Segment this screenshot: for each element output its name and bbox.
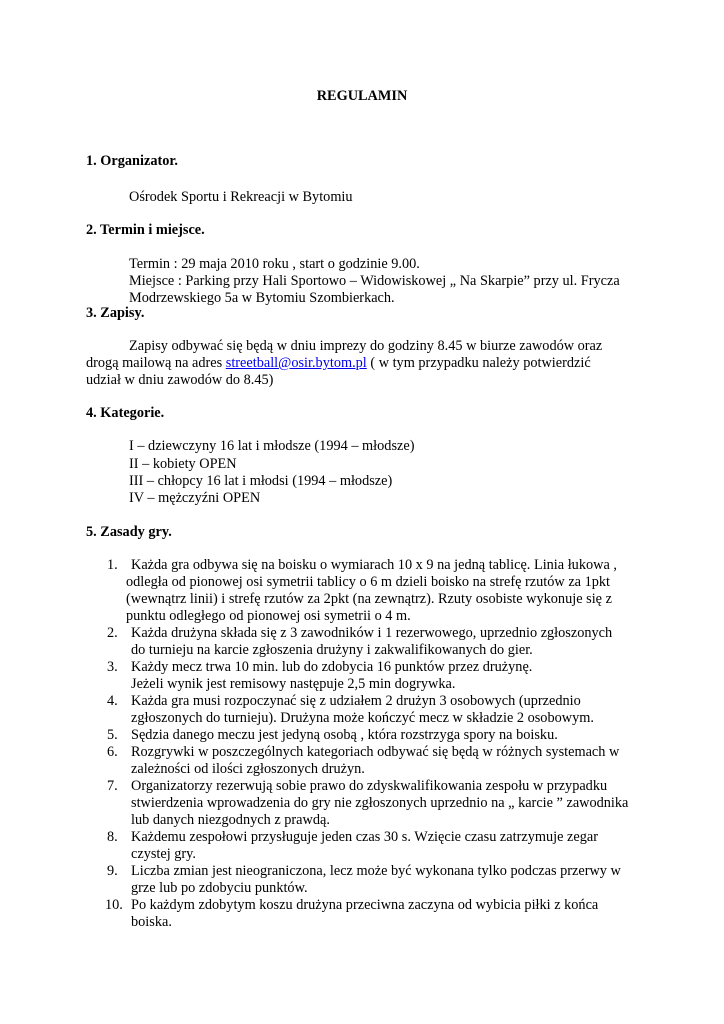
rule-number: 3. — [107, 659, 118, 675]
rule-6-line: zależności od ilości zgłoszonych drużyn. — [131, 761, 365, 777]
rule-7-line: stwierdzenia wprowadzenia do gry nie zgłoszonych uprzednio na „ karcie ” zawodnika — [131, 795, 629, 811]
registration-line-1: Zapisy odbywać się będą w dniu imprezy do godziny 8.45 w biurze zawodów oraz — [129, 338, 603, 354]
date-line: Termin : 29 maja 2010 roku , start o godzinie 9.00. — [129, 256, 420, 272]
section-heading-registration: 3. Zapisy. — [86, 305, 145, 321]
rule-9-line: grze lub po zdobyciu punktów. — [131, 880, 308, 896]
rule-number: 9. — [107, 863, 118, 879]
email-link[interactable]: streetball@osir.bytom.pl — [225, 355, 367, 371]
section-heading-organizer: 1. Organizator. — [86, 153, 178, 169]
section-heading-date-place: 2. Termin i miejsce. — [86, 222, 205, 238]
rule-number: 7. — [107, 778, 118, 794]
rule-number: 8. — [107, 829, 118, 845]
rule-number: 6. — [107, 744, 118, 760]
rule-number: 1. — [107, 557, 118, 573]
rule-4-line: Każda gra musi rozpoczynać się z udziałem 2 drużyn 3 osobowych (uprzednio — [131, 693, 581, 709]
registration-line-2 — [86, 355, 591, 372]
category-item: IV – mężczyźni OPEN — [129, 490, 261, 506]
rule-3-line: Każdy mecz trwa 10 min. lub do zdobycia 16 punktów przez drużynę. — [131, 659, 533, 675]
rule-8-line: Każdemu zespołowi przysługuje jeden czas 30 s. Wzięcie czasu zatrzymuje zegar — [131, 829, 598, 845]
rule-8-line: czystej gry. — [131, 846, 196, 862]
rule-1-line: odległa od pionowej osi symetrii tablicy o 6 m dzieli boisko na strefę rzutów za 1pkt — [126, 574, 610, 590]
rule-4-line: zgłoszonych do turnieju). Drużyna może kończyć mecz w składzie 2 osobowym. — [131, 710, 594, 726]
rule-1-line: Każda gra odbywa się na boisku o wymiarach 10 x 9 na jedną tablicę. Linia łukowa , — [131, 557, 617, 573]
registration-line-2-text: drogą mailową na adres — [86, 355, 226, 371]
organizer-name: Ośrodek Sportu i Rekreacji w Bytomiu — [129, 189, 353, 205]
rule-7-line: lub danych niezgodnych z prawdą. — [131, 812, 330, 828]
registration-line-2-tail: ( w tym przypadku należy potwierdzić — [366, 355, 591, 371]
category-item: I – dziewczyny 16 lat i młodsze (1994 – młodsze) — [129, 438, 415, 454]
section-heading-rules: 5. Zasady gry. — [86, 524, 172, 540]
place-line: Miejsce : Parking przy Hali Sportowo – Widowiskowej „ Na Skarpie” przy ul. Frycza — [129, 273, 620, 289]
place-line-continued: Modrzewskiego 5a w Bytomiu Szombierkach. — [129, 290, 395, 306]
rule-10-line: boiska. — [131, 914, 172, 930]
rule-9-line: Liczba zmian jest nieograniczona, lecz może być wykonana tylko podczas przerwy w — [131, 863, 621, 879]
rule-6-line: Rozgrywki w poszczególnych kategoriach odbywać się będą w różnych systemach w — [131, 744, 620, 760]
rule-2-line: do turnieju na karcie zgłoszenia drużyny i zakwalifikowanych do gier. — [131, 642, 533, 658]
section-heading-categories: 4. Kategorie. — [86, 405, 165, 421]
rule-1-line: punktu odległego od pionowej osi symetrii o 4 m. — [126, 608, 411, 624]
category-item: III – chłopcy 16 lat i młodsi (1994 – młodsze) — [129, 473, 393, 489]
rule-2-line: Każda drużyna składa się z 3 zawodników i 1 rezerwowego, uprzednio zgłoszonych — [131, 625, 613, 641]
rule-number: 4. — [107, 693, 118, 709]
category-item: II – kobiety OPEN — [129, 456, 237, 472]
rule-7-line: Organizatorzy rezerwują sobie prawo do zdyskwalifikowania zespołu w przypadku — [131, 778, 608, 794]
registration-line-3: udział w dniu zawodów do 8.45) — [86, 372, 274, 388]
rule-5-line: Sędzia danego meczu jest jedyną osobą , która rozstrzyga spory na boisku. — [131, 727, 558, 743]
rule-1-line: (wewnątrz linii) i strefę rzutów za 2pkt (na zewnątrz). Rzuty osobiste wykonuje się z — [126, 591, 612, 607]
rule-10-line: Po każdym zdobytym koszu drużyna przeciwna zaczyna od wybicia piłki z końca — [131, 897, 599, 913]
rule-number: 10. — [105, 897, 123, 913]
rule-number: 5. — [107, 727, 118, 743]
rule-3-line: Jeżeli wynik jest remisowy następuje 2,5 min dogrywka. — [131, 676, 456, 692]
rule-number: 2. — [107, 625, 118, 641]
document-title: REGULAMIN — [316, 88, 408, 104]
